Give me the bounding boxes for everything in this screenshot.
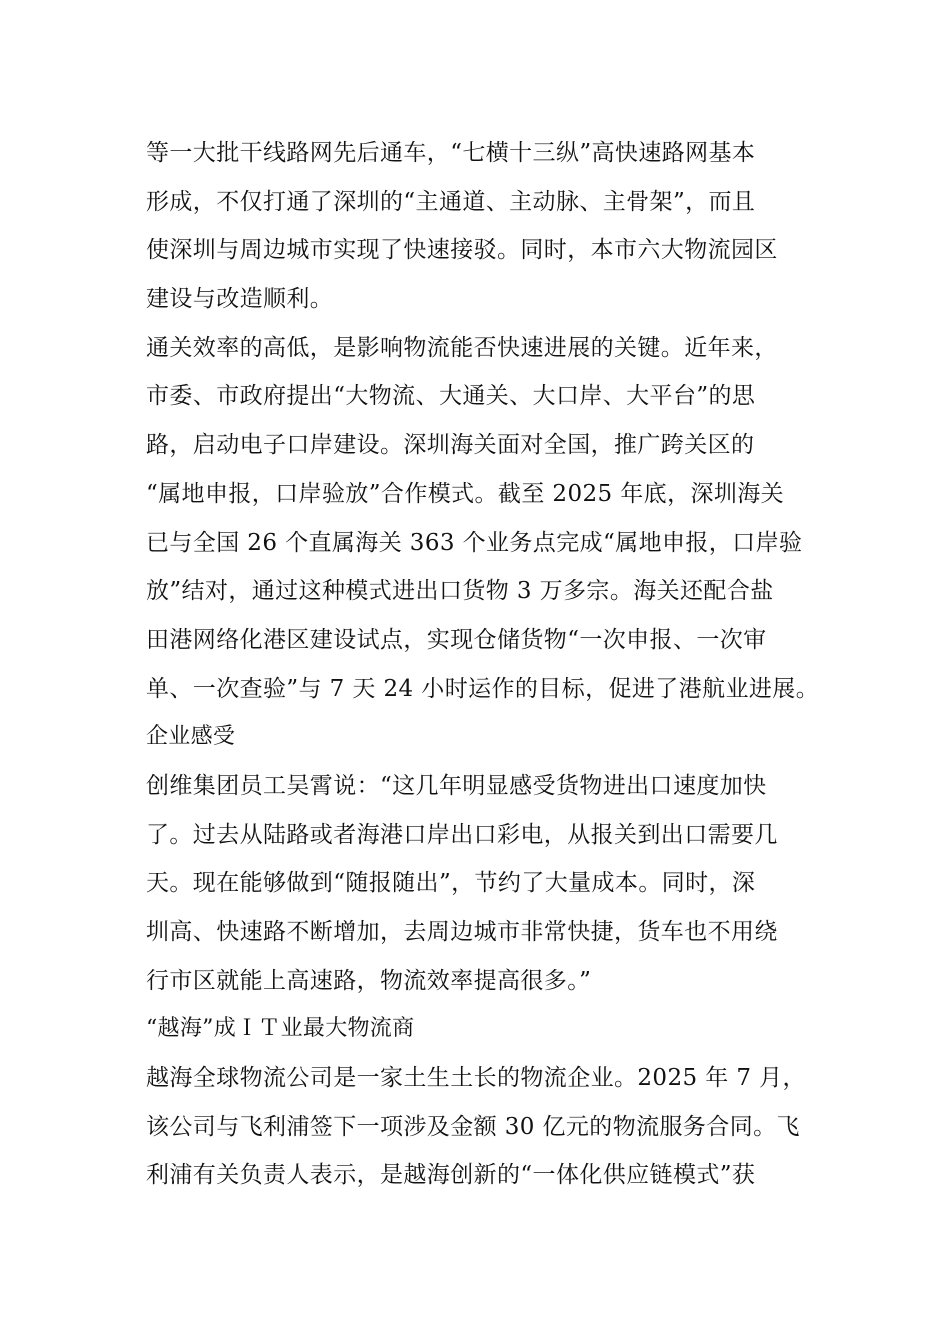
text-line: 形成，不仅打通了深圳的“主通道、主动脉、主骨架”，而且 <box>146 188 756 215</box>
text-line: “属地申报，口岸验放”合作模式。截至 2025 年底，深圳海关 <box>146 480 785 507</box>
text-line: 天。现在能够做到“随报随出”，节约了大量成本。同时，深 <box>146 870 756 897</box>
text-line: 等一大批干线路网先后通车，“七横十三纵”高快速路网基本 <box>146 140 756 166</box>
text-line: 单、一次查验”与 7 天 24 小时运作的目标，促进了港航业进展。 <box>146 675 820 702</box>
text-line: 市委、市政府提出“大物流、大通关、大口岸、大平台”的思 <box>146 383 756 410</box>
text-line: 越海全球物流公司是一家土生土长的物流企业。2025 年 7 月， <box>146 1065 806 1092</box>
text-line: 圳高、快速路不断增加，去周边城市非常快捷，货车也不用绕 <box>146 919 778 945</box>
section-heading: “越海”成ＩＴ业最大物流商 <box>146 1016 415 1042</box>
text-line: 建设与改造顺利。 <box>146 286 334 313</box>
text-line: 行市区就能上高速路，物流效率提高很多。” <box>146 967 592 994</box>
document-body <box>146 129 820 1200</box>
text-line: 利浦有关负责人表示，是越海创新的“一体化供应链模式”获 <box>146 1162 756 1189</box>
text-line: 田港网络化港区建设试点，实现仓储货物“一次申报、一次审 <box>146 626 767 653</box>
text-line: 已与全国 26 个直属海关 363 个业务点完成“属地申报，口岸验 <box>146 529 803 556</box>
text-line: 路，启动电子口岸建设。深圳海关面对全国，推广跨关区的 <box>146 432 755 459</box>
text-line: 了。过去从陆路或者海港口岸出口彩电，从报关到出口需要几 <box>146 821 778 848</box>
text-line: 该公司与飞利浦签下一项涉及金额 30 亿元的物流服务合同。飞 <box>146 1113 800 1140</box>
text-line: 创维集团员工吴霄说：“这几年明显感受货物进出口速度加快 <box>146 772 767 799</box>
section-heading: 企业感受 <box>146 724 236 750</box>
text-line: 放”结对，通过这种模式进出口货物 3 万多宗。海关还配合盐 <box>146 578 774 605</box>
text-line: 通关效率的高低，是影响物流能否快速进展的关键。近年来， <box>146 334 778 361</box>
text-line: 使深圳与周边城市实现了快速接驳。同时，本市六大物流园区 <box>146 237 778 264</box>
